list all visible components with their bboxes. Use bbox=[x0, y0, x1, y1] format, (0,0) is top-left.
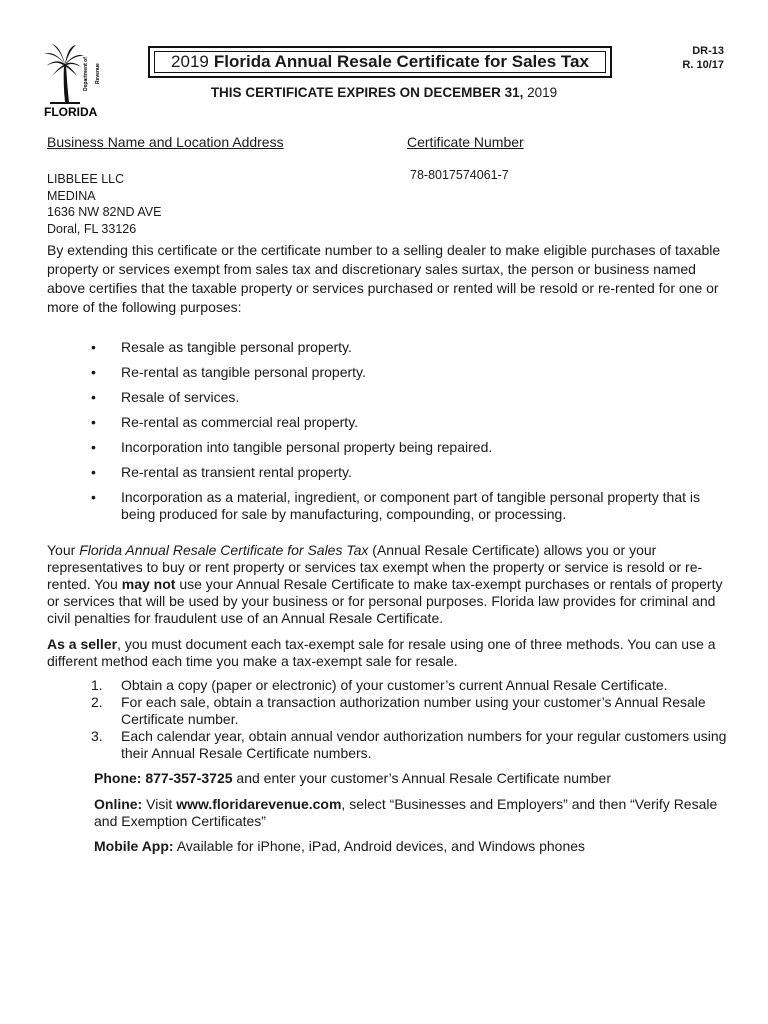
usage-part-2: (Annual Resale Certificate) allows you or your representatives to buy or rent property or services tax exempt when the property or service is resold or re-rented. You bbox=[47, 542, 703, 592]
page-title bbox=[154, 51, 606, 73]
mobile-line bbox=[94, 838, 734, 855]
expiration-notice bbox=[0, 85, 768, 100]
list-item bbox=[91, 677, 731, 694]
business-line-2: MEDINA bbox=[47, 188, 96, 203]
seller-paragraph bbox=[47, 636, 737, 670]
expiration-year: 2019 bbox=[527, 85, 558, 100]
list-item: • Re-rental as tangible personal property. bbox=[91, 364, 731, 381]
business-header: Business Name and Location Address bbox=[47, 134, 284, 150]
logo-florida-text: FLORIDA bbox=[44, 105, 98, 119]
usage-paragraph bbox=[47, 542, 737, 627]
online-post: , select “Businesses and Employers” and then “Verify Resale and Exemption Certificates” bbox=[94, 796, 718, 829]
intro-paragraph: By extending this certificate or the certificate number to a selling dealer to make eligible purchases of taxable property or services exempt from sales tax and discretionary sales surtax, the person or business named above certifies that the taxable property or services purchased or rented will be resold or re-rented for one or more of the following purposes: bbox=[47, 242, 721, 315]
method-text: Each calendar year, obtain annual vendor authorization numbers for your regular customers using their Annual Resale Certificate numbers. bbox=[121, 728, 727, 761]
list-item: • Resale of services. bbox=[91, 389, 731, 406]
phone-label: Phone: 877-357-3725 bbox=[94, 770, 233, 786]
list-item: • Resale as tangible personal property. bbox=[91, 339, 731, 356]
business-name: LIBBLEE LLC bbox=[47, 172, 125, 186]
method-text: Obtain a copy (paper or electronic) of your customer’s current Annual Resale Certificate. bbox=[121, 677, 668, 693]
method-number: 1. bbox=[91, 677, 103, 693]
florida-dor-logo bbox=[44, 44, 101, 120]
seller-text: , you must document each tax-exempt sale for resale using one of three methods. You can use a different method each time you make a tax-exempt sale for resale. bbox=[47, 636, 716, 669]
business-street: 1636 NW 82ND AVE bbox=[47, 205, 162, 219]
method-number: 3. bbox=[91, 728, 103, 744]
list-item bbox=[91, 728, 731, 762]
logo-department-text: Department of Revenue bbox=[83, 57, 101, 91]
expiration-text: THIS CERTIFICATE EXPIRES ON DECEMBER 31, bbox=[210, 85, 524, 100]
form-number: DR-13 bbox=[692, 45, 724, 57]
may-not-text: may not bbox=[121, 576, 176, 592]
list-item: • Incorporation as a material, ingredient, or component part of tangible personal property that is being produced for sale by manufacturing, compounding, or processing. bbox=[91, 489, 731, 523]
list-item bbox=[91, 694, 731, 728]
list-item: • Incorporation into tangible personal property being repaired. bbox=[91, 439, 731, 456]
certificate-number: 78-8017574061-7 bbox=[410, 168, 509, 182]
business-city: Doral, FL 33126 bbox=[47, 221, 137, 236]
form-revision: R. 10/17 bbox=[682, 59, 724, 71]
usage-part-3: use your Annual Resale Certificate to make tax-exempt purchases or rentals of property or services that will be used by your business or for personal purposes. Florida law provides for criminal and civil penalties for fraudulent use of an Annual Resale Certificate. bbox=[47, 576, 723, 626]
online-line bbox=[94, 796, 734, 830]
mobile-text: Available for iPhone, iPad, Android devices, and Windows phones bbox=[173, 838, 586, 854]
seller-lead: As a seller bbox=[47, 636, 118, 652]
phone-line bbox=[94, 770, 734, 787]
list-item: • Re-rental as transient rental property. bbox=[91, 464, 731, 481]
mobile-label: Mobile App: bbox=[94, 838, 174, 854]
online-label: Online: bbox=[94, 796, 143, 812]
method-number: 2. bbox=[91, 694, 103, 710]
form-identifier bbox=[682, 44, 724, 72]
online-pre: Visit bbox=[142, 796, 177, 812]
usage-part-1: Your bbox=[47, 542, 76, 558]
method-text: For each sale, obtain a transaction authorization number using your customer’s Annual Resale Certificate number. bbox=[121, 694, 706, 727]
phone-text: and enter your customer’s Annual Resale Certificate number bbox=[232, 770, 611, 786]
online-url-link[interactable]: www.floridarevenue.com bbox=[176, 796, 342, 812]
title-text: Florida Annual Resale Certificate for Sales Tax bbox=[213, 52, 589, 71]
business-address bbox=[47, 171, 161, 237]
purposes-list bbox=[91, 339, 731, 531]
list-item: • Re-rental as commercial real property. bbox=[91, 414, 731, 431]
methods-list bbox=[91, 677, 731, 762]
certificate-name: Florida Annual Resale Certificate for Sales Tax bbox=[79, 542, 369, 558]
title-year: 2019 bbox=[171, 52, 209, 71]
certificate-header: Certificate Number bbox=[407, 134, 524, 150]
title-box bbox=[148, 46, 612, 78]
